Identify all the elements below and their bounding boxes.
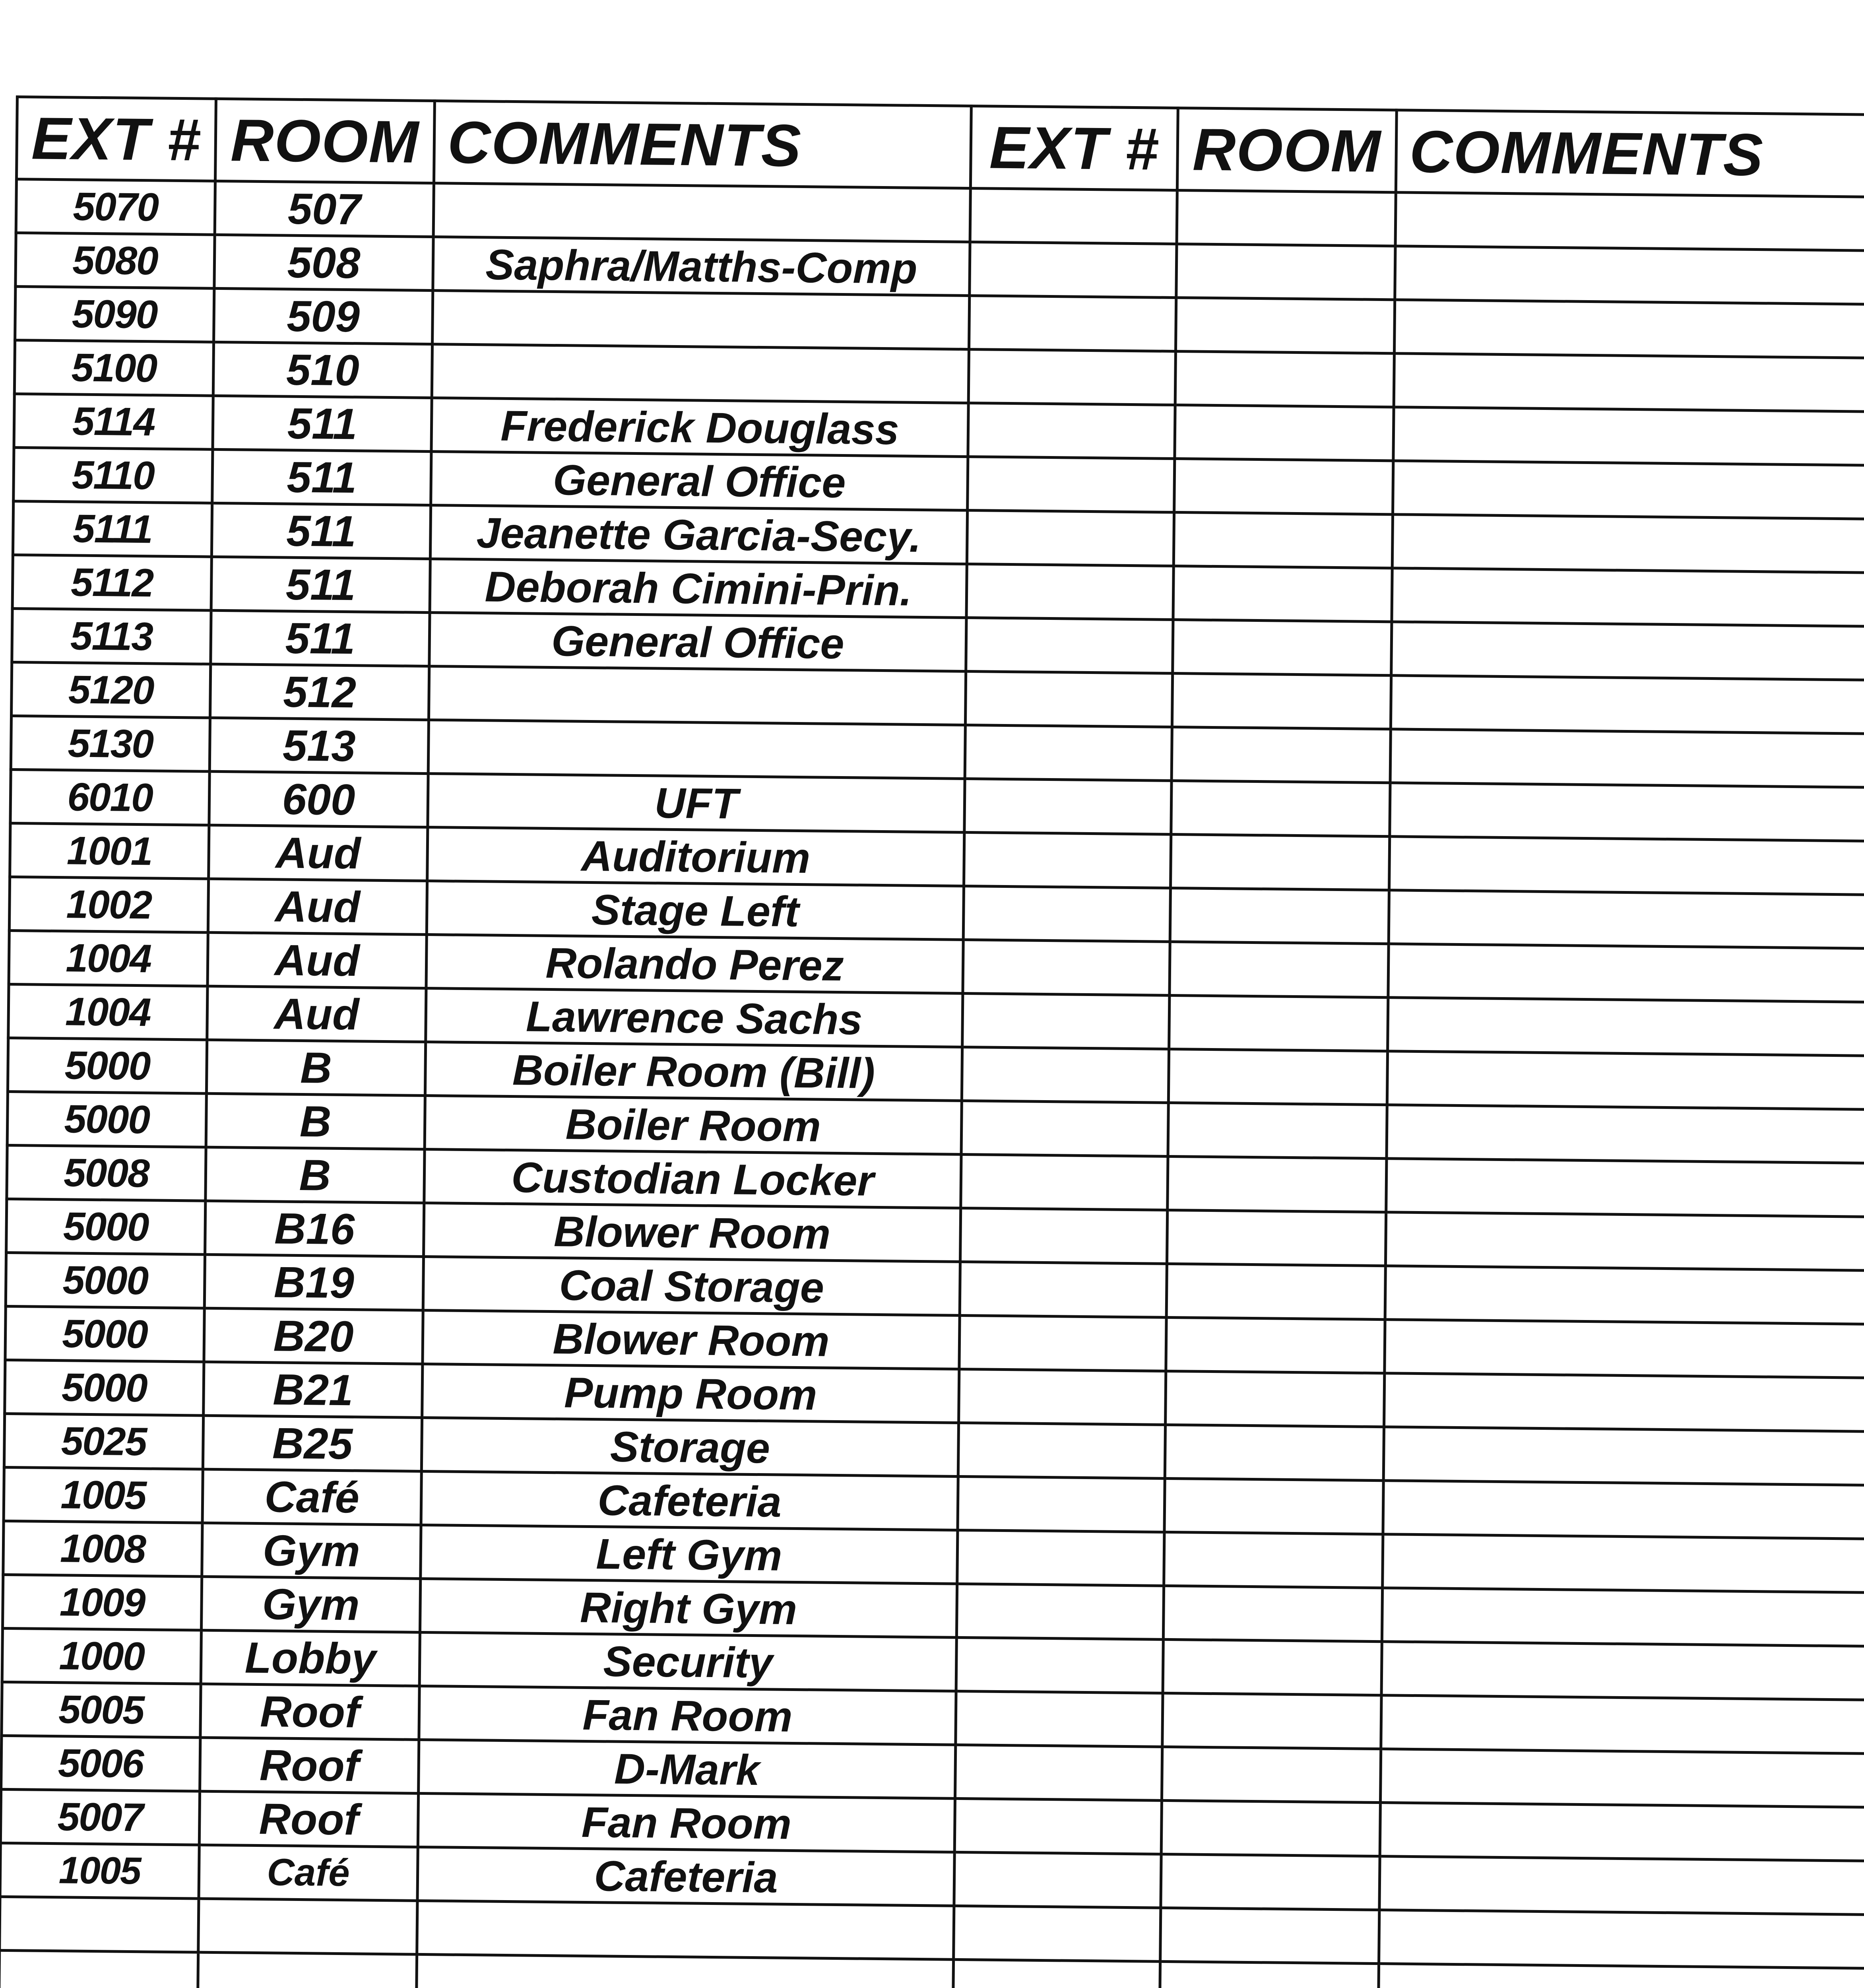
ext-cell: 5000 xyxy=(8,1038,207,1093)
ext-cell-right xyxy=(954,1798,1162,1854)
room-cell-right xyxy=(1175,405,1394,461)
comment-cell: Blower Room xyxy=(424,1203,961,1262)
ext-cell-right xyxy=(965,725,1172,780)
comment-cell-right xyxy=(1385,1266,1864,1324)
comment-cell-right xyxy=(1389,837,1864,895)
ext-cell: 6010 xyxy=(10,769,209,825)
room-cell-right xyxy=(1160,1961,1379,1988)
comment-cell xyxy=(417,1901,954,1959)
ext-cell: 1002 xyxy=(9,877,208,932)
ext-cell-right xyxy=(966,564,1173,620)
ext-cell: 5000 xyxy=(5,1360,204,1415)
room-cell: Café xyxy=(202,1469,421,1525)
room-cell: 511 xyxy=(211,610,430,666)
room-cell: 508 xyxy=(214,235,433,290)
room-cell: Roof xyxy=(200,1684,419,1740)
comment-cell-right xyxy=(1386,1159,1864,1217)
comment-cell-right xyxy=(1378,1964,1864,1988)
ext-cell xyxy=(0,1897,199,1952)
room-cell-right xyxy=(1170,888,1389,944)
ext-cell: 1005 xyxy=(4,1467,203,1523)
ext-cell-right xyxy=(959,1315,1166,1371)
room-cell-right xyxy=(1174,459,1393,514)
room-cell-right xyxy=(1168,1049,1387,1105)
ext-cell-right xyxy=(958,1423,1165,1478)
ext-cell-right xyxy=(963,940,1170,995)
comment-cell: Jeanette Garcia-Secy. xyxy=(430,505,967,564)
ext-cell-right xyxy=(962,993,1170,1049)
ext-cell: 5000 xyxy=(7,1091,206,1147)
comment-cell: Custodian Locker xyxy=(424,1149,961,1208)
room-cell: B xyxy=(206,1093,425,1149)
room-cell-right xyxy=(1170,942,1389,997)
room-cell: Aud xyxy=(207,986,426,1042)
room-cell-right xyxy=(1176,244,1395,300)
comment-cell-right xyxy=(1390,783,1864,841)
room-cell: Roof xyxy=(199,1791,418,1847)
room-cell xyxy=(198,1952,417,1988)
comment-cell: Saphra/Matths-Comp xyxy=(433,237,970,296)
comment-cell-right xyxy=(1385,1320,1864,1378)
comment-cell: General Office xyxy=(429,613,966,672)
ext-cell: 5130 xyxy=(11,716,210,771)
comment-cell xyxy=(429,666,966,725)
room-cell-right xyxy=(1166,1317,1385,1373)
comment-cell-right xyxy=(1392,568,1864,627)
ext-cell: 5007 xyxy=(0,1789,200,1845)
comment-cell: Blower Room xyxy=(423,1310,960,1369)
comment-cell: Coal Storage xyxy=(423,1256,960,1315)
ext-cell: 5000 xyxy=(5,1306,204,1362)
comment-cell xyxy=(433,291,970,349)
comment-cell: Rolando Perez xyxy=(426,935,963,994)
room-cell-right xyxy=(1175,298,1395,353)
ext-cell: 5112 xyxy=(12,555,211,610)
ext-cell-right xyxy=(961,1154,1168,1210)
room-cell: Aud xyxy=(208,879,427,934)
ext-cell: 5070 xyxy=(16,179,215,235)
room-cell: Roof xyxy=(200,1738,419,1793)
comment-cell: Lawrence Sachs xyxy=(426,988,963,1047)
room-cell: 511 xyxy=(211,557,430,612)
comment-cell-right xyxy=(1379,1856,1864,1915)
comment-cell-right xyxy=(1392,514,1864,573)
ext-cell: 5025 xyxy=(4,1413,203,1469)
ext-cell: 5006 xyxy=(1,1736,200,1791)
table-body xyxy=(0,179,1864,1988)
ext-cell: 1001 xyxy=(10,823,209,879)
ext-cell: 5111 xyxy=(13,501,212,557)
ext-cell-right xyxy=(956,1584,1164,1639)
comment-cell: Security xyxy=(419,1632,956,1691)
comment-cell xyxy=(416,1954,953,1988)
comment-cell: Storage xyxy=(421,1417,958,1476)
extension-table xyxy=(0,95,1864,1988)
comment-cell: Boiler Room (Bill) xyxy=(425,1042,962,1101)
header-comments-right: COMMENTS xyxy=(1396,110,1864,197)
comment-cell xyxy=(428,720,965,779)
comment-cell: Fan Room xyxy=(419,1686,956,1745)
ext-cell-right xyxy=(967,511,1174,566)
comment-cell: Deborah Cimini-Prin. xyxy=(430,559,967,618)
ext-cell-right xyxy=(964,779,1172,834)
comment-cell: Fan Room xyxy=(418,1793,955,1852)
room-cell-right xyxy=(1177,190,1396,246)
ext-cell-right xyxy=(968,403,1175,459)
header-room-left: ROOM xyxy=(215,99,434,183)
room-cell-right xyxy=(1172,727,1391,782)
comment-cell-right xyxy=(1394,353,1864,412)
ext-cell xyxy=(0,1950,198,1988)
room-cell: B xyxy=(206,1147,425,1203)
room-cell: 512 xyxy=(210,664,429,720)
comment-cell xyxy=(432,344,969,403)
room-cell-right xyxy=(1162,1747,1381,1802)
ext-cell-right xyxy=(954,1906,1161,1961)
header-ext-right: EXT # xyxy=(970,106,1178,190)
room-cell: B25 xyxy=(203,1415,422,1471)
ext-cell: 5114 xyxy=(14,394,213,449)
ext-cell: 5100 xyxy=(14,340,213,396)
ext-cell-right xyxy=(964,832,1171,888)
room-cell-right xyxy=(1166,1371,1385,1427)
ext-cell-right xyxy=(956,1691,1163,1747)
comment-cell-right xyxy=(1385,1212,1864,1271)
ext-cell-right xyxy=(953,1959,1160,1988)
ext-cell: 1005 xyxy=(0,1843,199,1899)
comment-cell-right xyxy=(1391,676,1864,734)
ext-cell: 5120 xyxy=(12,662,211,718)
header-ext-left: EXT # xyxy=(16,97,216,181)
ext-cell-right xyxy=(970,242,1177,298)
room-cell: B21 xyxy=(204,1362,423,1417)
comment-cell-right xyxy=(1389,890,1864,949)
room-cell-right xyxy=(1161,1854,1380,1910)
comment-cell: UFT xyxy=(428,774,965,833)
room-cell: Aud xyxy=(208,932,427,988)
room-cell-right xyxy=(1164,1532,1383,1588)
room-cell-right xyxy=(1168,1103,1387,1158)
comment-cell-right xyxy=(1384,1373,1864,1432)
comment-cell-right xyxy=(1383,1534,1864,1593)
room-cell: B19 xyxy=(204,1254,423,1310)
ext-cell: 5080 xyxy=(16,233,215,289)
room-cell: 600 xyxy=(209,771,428,827)
ext-cell-right xyxy=(960,1262,1167,1317)
ext-cell: 5113 xyxy=(12,608,211,664)
comment-cell-right xyxy=(1381,1695,1864,1754)
room-cell-right xyxy=(1160,1908,1379,1963)
room-cell: B20 xyxy=(204,1308,423,1364)
ext-cell-right xyxy=(968,457,1175,513)
ext-cell-right xyxy=(960,1208,1167,1264)
comment-cell-right xyxy=(1383,1481,1864,1539)
room-cell: 511 xyxy=(213,396,432,451)
ext-cell-right xyxy=(959,1369,1166,1425)
room-cell: 509 xyxy=(214,288,433,344)
ext-cell: 1000 xyxy=(2,1628,201,1684)
comment-cell-right xyxy=(1393,461,1864,519)
comment-cell-right xyxy=(1390,729,1864,788)
room-cell-right xyxy=(1173,513,1393,568)
ext-cell-right xyxy=(969,296,1176,351)
ext-cell-right xyxy=(962,1047,1169,1103)
ext-cell: 5000 xyxy=(6,1252,205,1308)
room-cell-right xyxy=(1173,566,1392,622)
comment-cell: General Office xyxy=(431,452,968,511)
ext-cell: 1009 xyxy=(2,1574,202,1630)
comment-cell: Right Gym xyxy=(420,1578,957,1637)
room-cell-right xyxy=(1165,1425,1384,1480)
comment-cell-right xyxy=(1387,1105,1864,1163)
comment-cell: Cafeteria xyxy=(417,1847,954,1906)
comment-cell-right xyxy=(1388,998,1864,1056)
comment-cell: Stage Left xyxy=(427,881,964,940)
comment-cell: Auditorium xyxy=(427,827,964,886)
comment-cell-right xyxy=(1383,1427,1864,1485)
comment-cell xyxy=(433,183,970,242)
room-cell: 507 xyxy=(215,181,434,237)
comment-cell: Pump Room xyxy=(422,1364,959,1423)
ext-cell-right xyxy=(956,1637,1163,1693)
comment-cell-right xyxy=(1380,1749,1864,1807)
comment-cell-right xyxy=(1388,944,1864,1002)
room-cell: Aud xyxy=(209,825,428,881)
ext-cell: 1004 xyxy=(9,930,208,986)
room-cell-right xyxy=(1164,1478,1383,1534)
room-cell-right xyxy=(1175,351,1394,407)
ext-cell: 5000 xyxy=(6,1199,206,1254)
room-cell-right xyxy=(1169,995,1388,1051)
ext-cell: 5008 xyxy=(7,1145,206,1201)
ext-cell-right xyxy=(961,1101,1168,1156)
comment-cell-right xyxy=(1393,407,1864,466)
comment-cell: Boiler Room xyxy=(425,1095,962,1154)
room-cell: 511 xyxy=(211,503,431,559)
comment-cell: Cafeteria xyxy=(421,1471,958,1530)
comment-cell-right xyxy=(1380,1803,1864,1861)
ext-cell: 5090 xyxy=(15,287,214,342)
room-cell: B16 xyxy=(205,1201,424,1256)
ext-cell-right xyxy=(963,886,1170,942)
comment-cell-right xyxy=(1391,622,1864,680)
ext-cell: 5005 xyxy=(2,1682,201,1738)
room-cell-right xyxy=(1161,1800,1380,1856)
room-cell: 513 xyxy=(209,718,429,773)
room-cell: Gym xyxy=(202,1523,421,1578)
comment-cell-right xyxy=(1387,1051,1864,1110)
room-cell-right xyxy=(1162,1693,1381,1749)
comment-cell-right xyxy=(1395,246,1864,305)
comment-cell: D-Mark xyxy=(419,1740,956,1798)
ext-cell-right xyxy=(955,1745,1162,1800)
ext-cell-right xyxy=(957,1530,1164,1586)
room-cell xyxy=(198,1899,417,1954)
ext-cell-right xyxy=(954,1852,1161,1908)
header-comments-left: COMMENTS xyxy=(434,101,971,188)
room-cell-right xyxy=(1171,780,1390,836)
room-cell-right xyxy=(1163,1586,1382,1641)
room-cell: 510 xyxy=(213,342,432,398)
comment-cell-right xyxy=(1382,1588,1864,1646)
room-cell: Gym xyxy=(201,1576,420,1632)
room-cell-right xyxy=(1173,620,1392,676)
header-room-right: ROOM xyxy=(1177,108,1397,192)
room-cell-right xyxy=(1172,673,1391,729)
ext-cell-right xyxy=(965,672,1172,727)
ext-cell-right xyxy=(968,349,1175,405)
ext-cell-right xyxy=(958,1476,1165,1532)
ext-cell-right xyxy=(966,618,1173,674)
ext-cell: 5110 xyxy=(14,447,213,503)
room-cell-right xyxy=(1170,834,1389,890)
room-cell-right xyxy=(1167,1210,1386,1266)
room-cell: 511 xyxy=(212,449,431,505)
comment-cell: Left Gym xyxy=(421,1525,958,1584)
comment-cell-right xyxy=(1395,192,1864,251)
comment-cell-right xyxy=(1381,1642,1864,1700)
ext-cell: 1008 xyxy=(3,1521,202,1576)
comment-cell-right xyxy=(1394,300,1864,358)
comment-cell-right xyxy=(1379,1910,1864,1969)
extension-directory-sheet xyxy=(0,95,1864,1988)
comment-cell: Frederick Douglass xyxy=(431,398,968,457)
ext-cell: 1004 xyxy=(8,984,208,1040)
room-cell-right xyxy=(1163,1639,1382,1695)
room-cell-right xyxy=(1166,1264,1385,1319)
room-cell-right xyxy=(1168,1156,1387,1212)
room-cell: Café xyxy=(199,1845,418,1901)
room-cell: B xyxy=(206,1040,425,1095)
room-cell: Lobby xyxy=(201,1630,420,1686)
ext-cell-right xyxy=(970,188,1177,244)
